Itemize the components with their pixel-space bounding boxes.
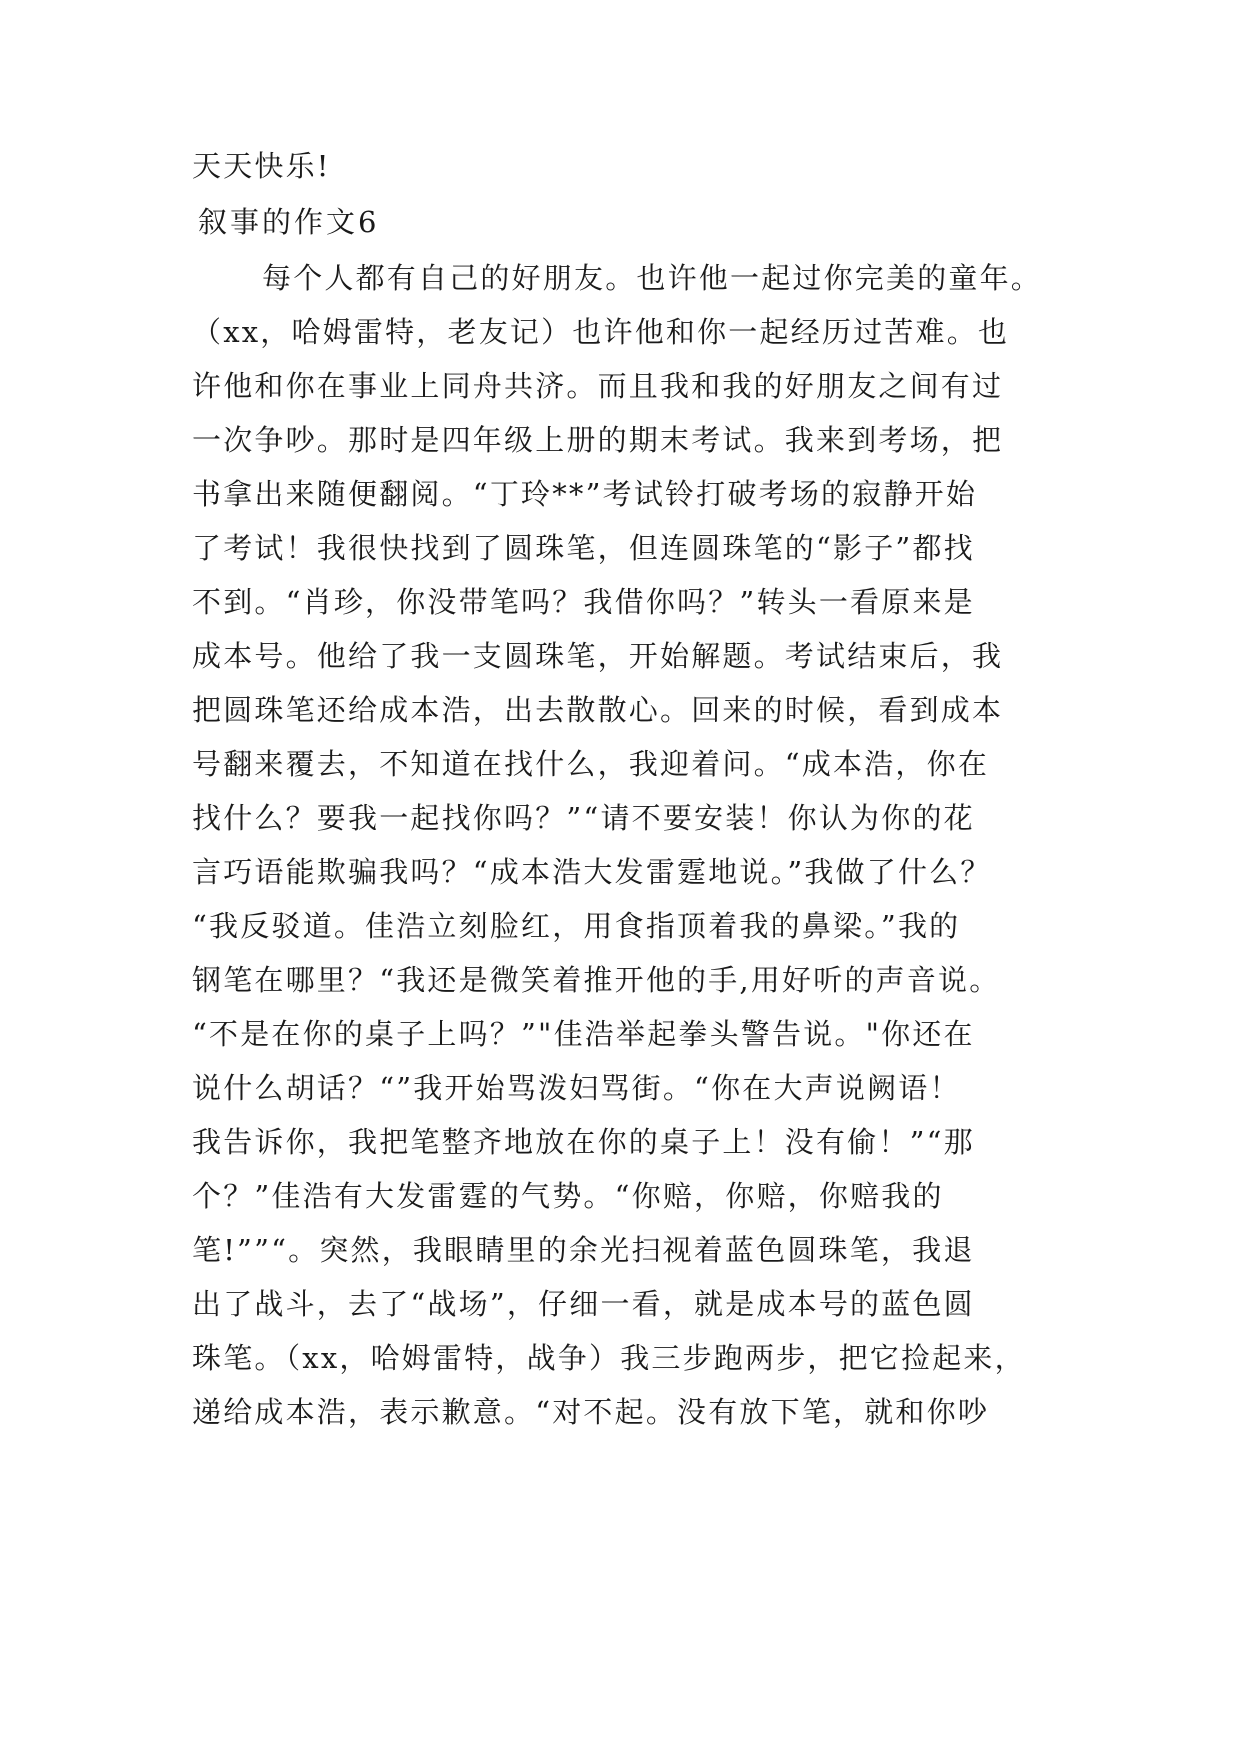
closing-line: 天天快乐! xyxy=(192,149,331,183)
paragraph-line: 把圆珠笔还给成本浩，出去散散心。回来的时候，看到成本 xyxy=(192,693,1004,727)
paragraph-line: 钢笔在哪里？“我还是微笑着推开他的手,用好听的声音说。 xyxy=(192,963,1001,997)
paragraph-line: （xx，哈姆雷特，老友记）也许他和你一起经历过苦难。也 xyxy=(192,315,1010,349)
paragraph-line: 说什么胡话？“”我开始骂泼妇骂街。“你在大声说阙语！ xyxy=(192,1071,961,1105)
paragraph-line: 我告诉你，我把笔整齐地放在你的桌子上！没有偷！”“那 xyxy=(192,1125,975,1159)
paragraph-line: 了考试！我很快找到了圆珠笔，但连圆珠笔的“影子”都找 xyxy=(192,531,975,565)
paragraph-line: “我反驳道。佳浩立刻脸红，用食指顶着我的鼻梁。”我的 xyxy=(192,909,961,943)
paragraph-line: 成本号。他给了我一支圆珠笔，开始解题。考试结束后，我 xyxy=(192,639,1004,673)
paragraph-line: 每个人都有自己的好朋友。也许他一起过你完美的童年。 xyxy=(262,261,1043,295)
paragraph-line: 递给成本浩，表示歉意。“对不起。没有放下笔，就和你吵 xyxy=(192,1395,990,1429)
paragraph-line: 笔!””“。突然，我眼睛里的余光扫视着蓝色圆珠笔，我退 xyxy=(192,1233,975,1267)
paragraph-line: “不是在你的桌子上吗？”"佳浩举起拳头警告说。"你还在 xyxy=(192,1017,975,1051)
paragraph-line: 一次争吵。那时是四年级上册的期末考试。我来到考场，把 xyxy=(192,423,1004,457)
paragraph-line: 号翻来覆去，不知道在找什么，我迎着问。“成本浩，你在 xyxy=(192,747,990,781)
paragraph-line: 珠笔。（xx，哈姆雷特，战争）我三步跑两步，把它捡起来， xyxy=(192,1341,1026,1375)
paragraph-line: 言巧语能欺骗我吗？“成本浩大发雷霆地说。”我做了什么？ xyxy=(192,855,992,889)
paragraph-line: 找什么？要我一起找你吗？”“请不要安装！你认为你的花 xyxy=(192,801,975,835)
paragraph-line: 个？”佳浩有大发雷霆的气势。“你赔，你赔，你赔我的 xyxy=(192,1179,944,1213)
section-title: 叙事的作文6 xyxy=(198,205,380,239)
paragraph-line: 许他和你在事业上同舟共济。而且我和我的好朋友之间有过 xyxy=(192,369,1004,403)
paragraph-line: 书拿出来随便翻阅。“丁玲**”考试铃打破考场的寂静开始 xyxy=(192,477,978,511)
paragraph-line: 出了战斗，去了“战场”，仔细一看，就是成本号的蓝色圆 xyxy=(192,1287,975,1321)
paragraph-line: 不到。“肖珍，你没带笔吗？我借你吗？”转头一看原来是 xyxy=(192,585,975,619)
